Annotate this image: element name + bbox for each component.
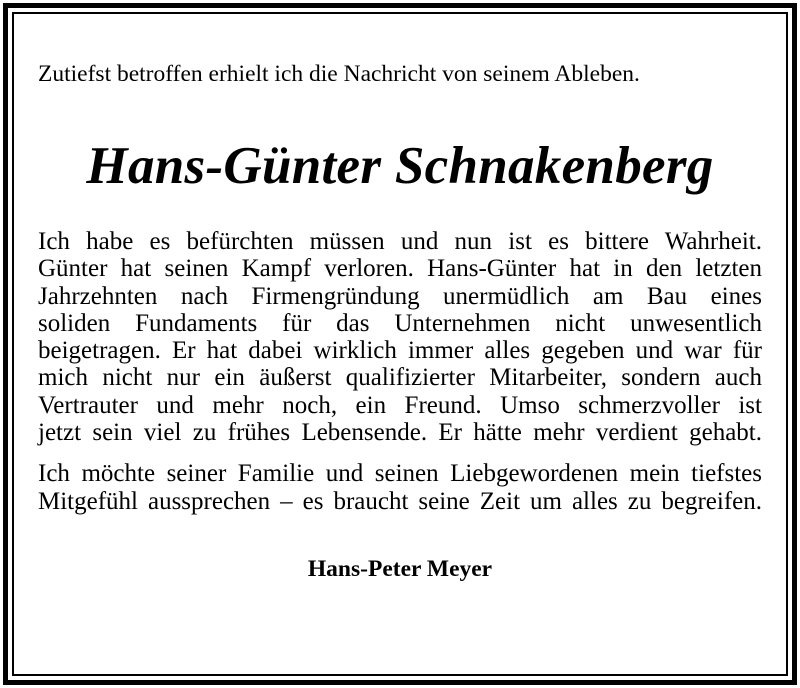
deceased-name: Hans-Günter Schnakenberg [86,137,714,195]
obituary-notice [38,60,762,583]
tribute-paragraph [38,228,762,446]
paragraph-line: Ich möchte seiner Familie und seinen Liebgewordenen mein tiefstes [38,460,762,488]
paragraph-line: beigetragen. Er hat dabei wirklich immer alles gegeben und war für [38,337,762,365]
paragraph-line: Ich habe es befürchten müssen und nun ist es bittere Wahrheit. [38,228,762,255]
paragraph-line: soliden Fundaments für das Unternehmen nicht unwesentlich [38,309,762,337]
paragraph-line: jetzt sein viel zu frühes Lebensende. Er hätte mehr verdient gehabt. [38,419,762,447]
paragraph-line: Vertrauter und mehr noch, ein Freund. Umso schmerzvoller ist [38,391,762,419]
signature: Hans-Peter Meyer [307,555,493,582]
paragraph-line: Günter hat seinen Kampf verloren. Hans-Günter hat in den letzten [38,255,762,283]
condolence-paragraph [38,460,762,515]
paragraph-line: Mitgefühl aussprechen – es braucht seine Zeit um alles zu begreifen. [38,487,762,515]
intro-text: Zutiefst betroffen erhielt ich die Nachricht von seinem Ableben. [38,61,640,87]
paragraph-line: Jahrzehnten nach Firmengründung unermüdlich am Bau eines [38,282,762,310]
paragraph-line: mich nicht nur ein äußerst qualifizierter Mitarbeiter, sondern auch [38,364,762,392]
